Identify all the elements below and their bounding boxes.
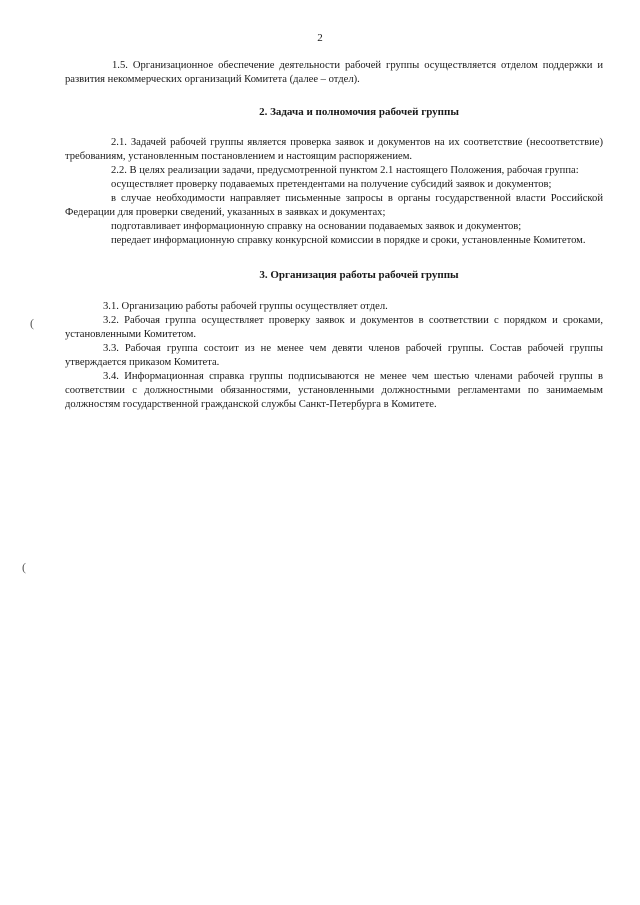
paragraph-3-2: 3.2. Рабочая группа осуществляет проверку заявок и документов в соответствии с порядком и сроками, установленными Комитетом. [65,315,603,340]
margin-bracket-mark: ( [30,316,34,330]
paragraph-2-1: 2.1. Задачей рабочей группы является проверка заявок и документов на их соответствие (несоответствие) требованиям, установленным постановлением и настоящим распоряжением. [65,137,603,162]
section-2-heading: 2. Задача и полномочия рабочей группы [259,106,459,118]
paragraph-2-2-item-4: передает информационную справку конкурсной комиссии в порядке и сроки, установленные Комитетом. [111,235,586,246]
paragraph-2-2-item-1: осуществляет проверку подаваемых претендентами на получение субсидий заявок и документов; [111,179,552,190]
paragraph-3-3: 3.3. Рабочая группа состоит из не менее чем девяти членов рабочей группы. Состав рабочей группы утверждается приказом Комитета. [65,343,603,368]
paragraph-3-4: 3.4. Информационная справка группы подписываются не менее чем шестью членами рабочей группы в соответствии с должностными обязанностями, установленными должностными регламентами по занимаемым должностям государственной гражданской службы Санкт-Петербурга в Комитете. [65,371,603,410]
paragraph-3-1: 3.1. Организацию работы рабочей группы осуществляет отдел. [103,301,388,312]
document-body [65,59,603,412]
margin-bracket-mark: ( [22,560,26,574]
paragraph-2-2-item-2: в случае необходимости направляет письменные запросы в органы государственной власти Российской Федерации для проверки сведений, указанных в заявках и документах; [65,193,603,218]
paragraph-1-5: 1.5. Организационное обеспечение деятельности рабочей группы осуществляется отделом поддержки и развития некоммерческих организаций Комитета (далее – отдел). [65,60,603,85]
paragraph-2-2-item-3: подготавливает информационную справку на основании подаваемых заявок и документов; [111,221,522,232]
section-3-heading: 3. Организация работы рабочей группы [259,269,459,281]
page-number: 2 [317,32,323,44]
paragraph-2-2: 2.2. В целях реализации задачи, предусмотренной пунктом 2.1 настоящего Положения, рабочая группа: [111,165,579,176]
